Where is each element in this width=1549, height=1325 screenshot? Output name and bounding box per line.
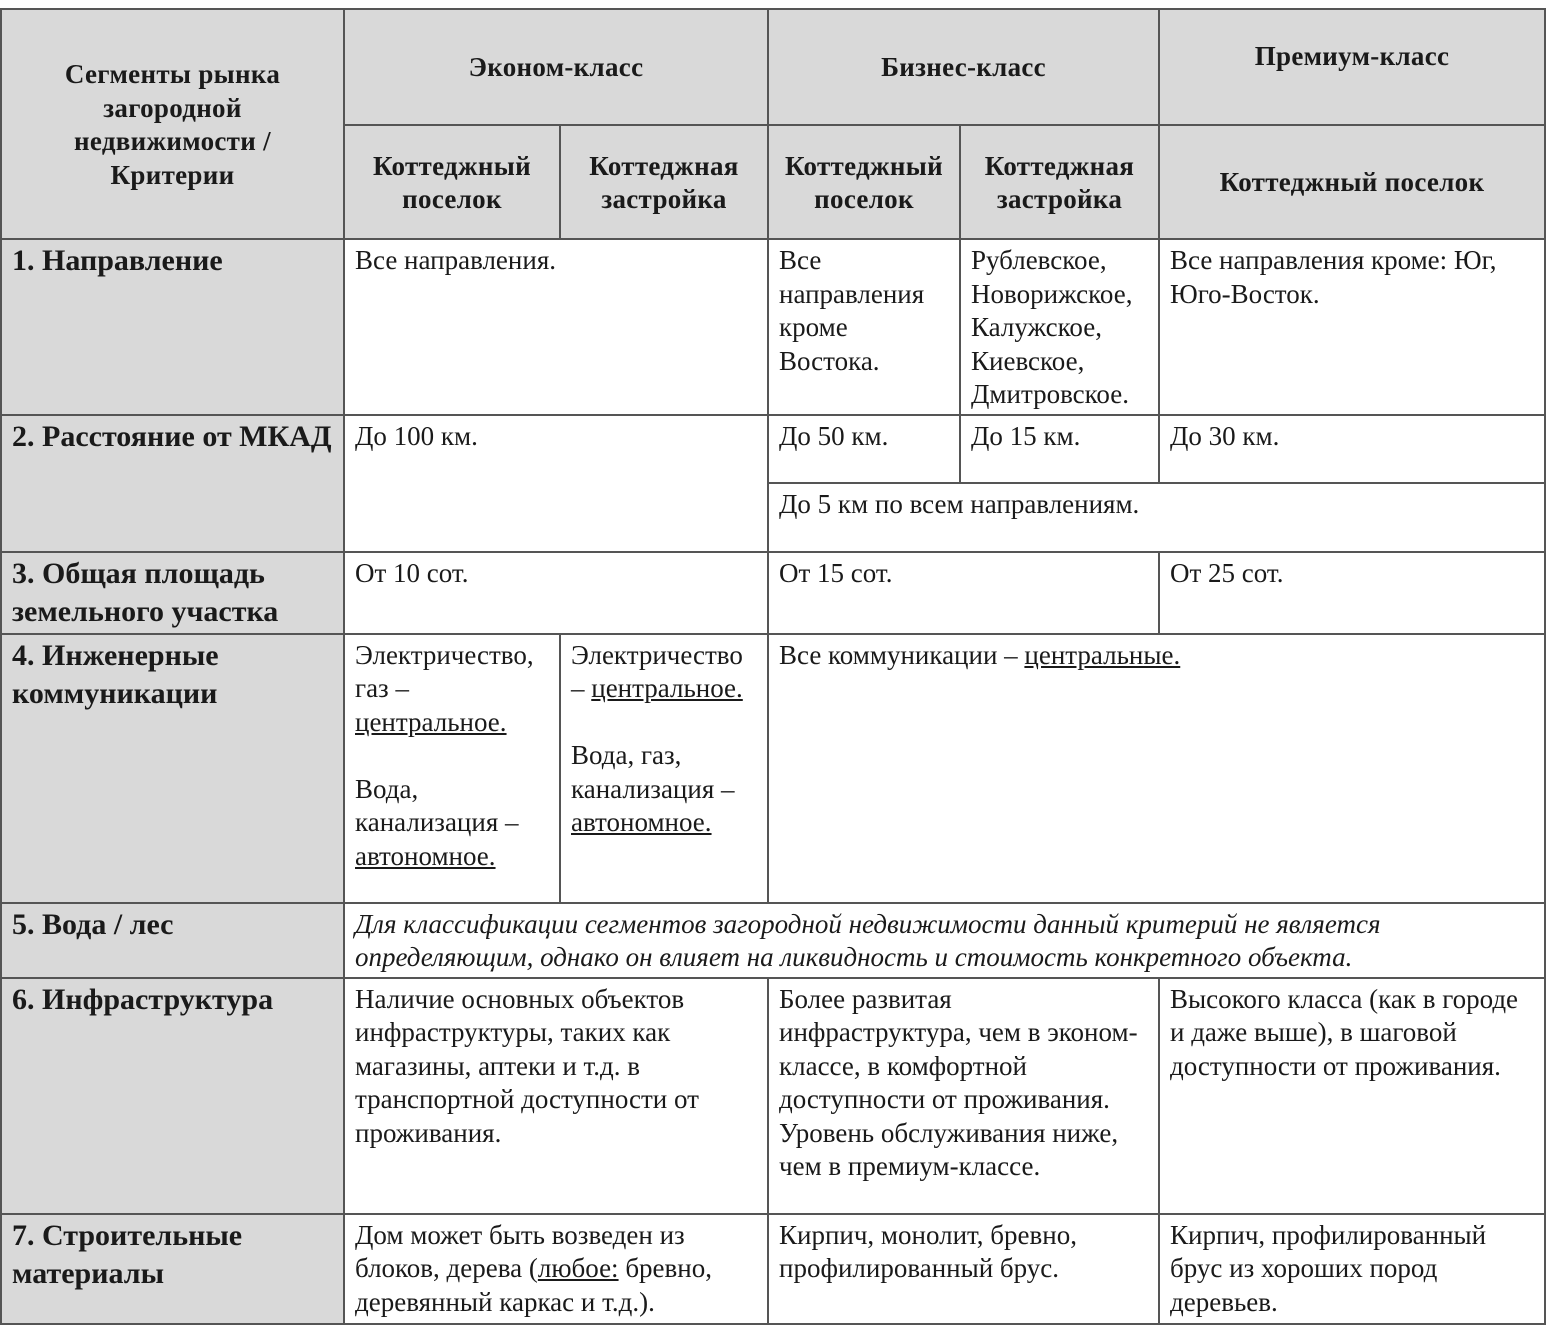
distance-business-building: До 15 км.: [960, 415, 1159, 483]
area-premium: От 25 сот.: [1159, 552, 1545, 634]
materials-econom: [344, 1214, 768, 1324]
utilities-econom-building-water: Вода, газ, канализация –: [571, 740, 735, 804]
criterion-direction: 1. Направление: [1, 239, 344, 415]
distance-econom: До 100 км.: [344, 415, 768, 552]
utilities-econom-building-power: Электричество –: [571, 639, 743, 703]
criterion-water-forest: 5. Вода / лес: [1, 903, 344, 978]
criterion-utilities: 4. Инженерные коммуникации: [1, 634, 344, 903]
utilities-econom-building-power-type: центральное.: [591, 673, 743, 703]
utilities-econom-building-water-type: автономное.: [571, 807, 712, 837]
class-header-business: Бизнес-класс: [768, 9, 1159, 125]
infrastructure-premium: Высокого класса (как в городе и даже выше), в шаговой доступности от проживания.: [1159, 978, 1545, 1214]
materials-econom-any: любое:: [537, 1253, 619, 1283]
infrastructure-business: Более развитая инфраструктура, чем в эконом-классе, в комфортной доступности от проживания. Уровень обслуживания ниже, чем в премиум-классе.: [768, 978, 1159, 1214]
criterion-infrastructure: 6. Инфраструктура: [1, 978, 344, 1214]
criterion-distance: 2. Расстояние от МКАД: [1, 415, 344, 552]
segments-table: [0, 8, 1546, 1325]
materials-econom-text-b: бревно, деревянный каркас и т.д.).: [355, 1253, 712, 1317]
distance-all-directions: До 5 км по всем направлениям.: [768, 483, 1545, 552]
criterion-area: 3. Общая площадь земельного участка: [1, 552, 344, 634]
utilities-econom-village: [344, 634, 560, 903]
materials-econom-text-a: Дом может быть возведен из блоков, дерева (: [355, 1219, 685, 1283]
distance-business-village: До 50 км.: [768, 415, 960, 483]
area-econom: От 10 сот.: [344, 552, 768, 634]
utilities-business-premium: [768, 634, 1545, 903]
subtype-business-building: Коттеджная застройка: [960, 125, 1159, 239]
subtype-business-village: Коттеджный поселок: [768, 125, 960, 239]
utilities-econom-village-water: Вода, канализация –: [355, 773, 519, 837]
class-header-premium: Премиум-класс: [1159, 9, 1545, 125]
corner-header: Сегменты рынка загородной недвижимости / Критерии: [1, 9, 344, 239]
materials-premium: Кирпич, профилированный брус из хороших пород деревьев.: [1159, 1214, 1545, 1324]
direction-premium: Все направления кроме: Юг, Юго-Восток.: [1159, 239, 1545, 415]
utilities-econom-village-water-type: автономное.: [355, 840, 496, 871]
subtype-premium-village: Коттеджный поселок: [1159, 125, 1545, 239]
materials-business: Кирпич, монолит, бревно, профилированный брус.: [768, 1214, 1159, 1324]
utilities-econom-building: [560, 634, 768, 903]
criterion-materials: 7. Строительные материалы: [1, 1214, 344, 1324]
utilities-econom-village-power: Электричество, газ –: [355, 639, 534, 703]
utilities-rest-type: центральные.: [1024, 639, 1181, 670]
subtype-econom-village: Коттеджный поселок: [344, 125, 560, 239]
utilities-rest-text: Все коммуникации –: [779, 639, 1018, 670]
class-header-econom: Эконом-класс: [344, 9, 768, 125]
utilities-econom-village-power-type: центральное.: [355, 706, 507, 737]
subtype-econom-building: Коттеджная застройка: [560, 125, 768, 239]
direction-business-building: Рублевское, Новорижское, Калужское, Киевское, Дмитровское.: [960, 239, 1159, 415]
area-business: От 15 сот.: [768, 552, 1159, 634]
direction-econom: Все направления.: [344, 239, 768, 415]
direction-business-village: Все направления кроме Востока.: [768, 239, 960, 415]
water-forest-note: Для классификации сегментов загородной недвижимости данный критерий не является определяющим, однако он влияет на ликвидность и стоимость конкретного объекта.: [344, 903, 1545, 978]
infrastructure-econom: Наличие основных объектов инфраструктуры, таких как магазины, аптеки и т.д. в транспортной доступности от проживания.: [344, 978, 768, 1214]
distance-premium: До 30 км.: [1159, 415, 1545, 483]
